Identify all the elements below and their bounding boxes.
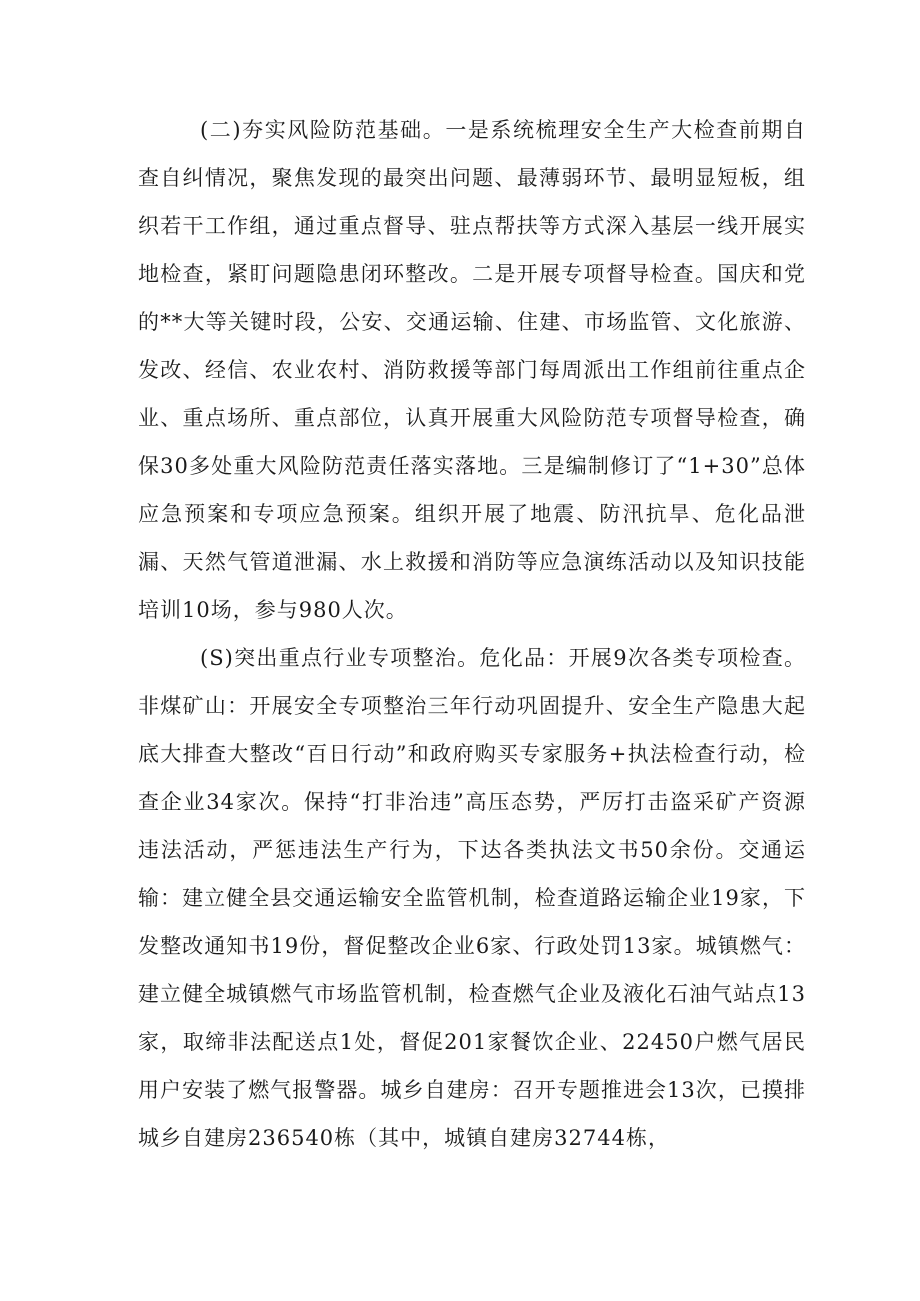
paragraph-risk-prevention: (二)夯实风险防范基础。一是系统梳理安全生产大检查前期自查自纠情况，聚焦发现的最突出问题、最薄弱环节、最明显短板，组织若干工作组，通过重点督导、驻点帮扶等方式深入基层一线开展实地检查，紧盯问题隐患闭环整改。二是开展专项督导检查。国庆和党的**大等关键时段，公安、交通运输、住建、市场监管、文化旅游、发改、经信、农业农村、消防救援等部门每周派出工作组前往重点企业、重点场所、重点部位，认真开展重大风险防范专项督导检查，确保30多处重大风险防范责任落实落地。三是编制修订了“1+30”总体应急预案和专项应急预案。组织开展了地震、防汛抗旱、危化品泄漏、天然气管道泄漏、水上救援和消防等应急演练活动以及知识技能培训10场，参与980人次。 [138, 118, 806, 622]
paragraph-industry-rectification: (S)突出重点行业专项整治。危化品：开展9次各类专项检查。非煤矿山：开展安全专项整治三年行动巩固提升、安全生产隐患大起底大排查大整改“百日行动”和政府购买专家服务+执法检查行动，检查企业34家次。保持“打非治违”高压态势，严厉打击盗采矿产资源违法活动，严惩违法生产行为，下达各类执法文书50余份。交通运输：建立健全县交通运输安全监管机制，检查道路运输企业19家，下发整改通知书19份，督促整改企业6家、行政处罚13家。城镇燃气：建立健全城镇燃气市场监管机制，检查燃气企业及液化石油气站点13家，取缔非法配送点1处，督促201家餐饮企业、22450户燃气居民用户安装了燃气报警器。城乡自建房：召开专题推进会13次，已摸排城乡自建房236540栋（其中，城镇自建房32744栋， [138, 646, 806, 1150]
